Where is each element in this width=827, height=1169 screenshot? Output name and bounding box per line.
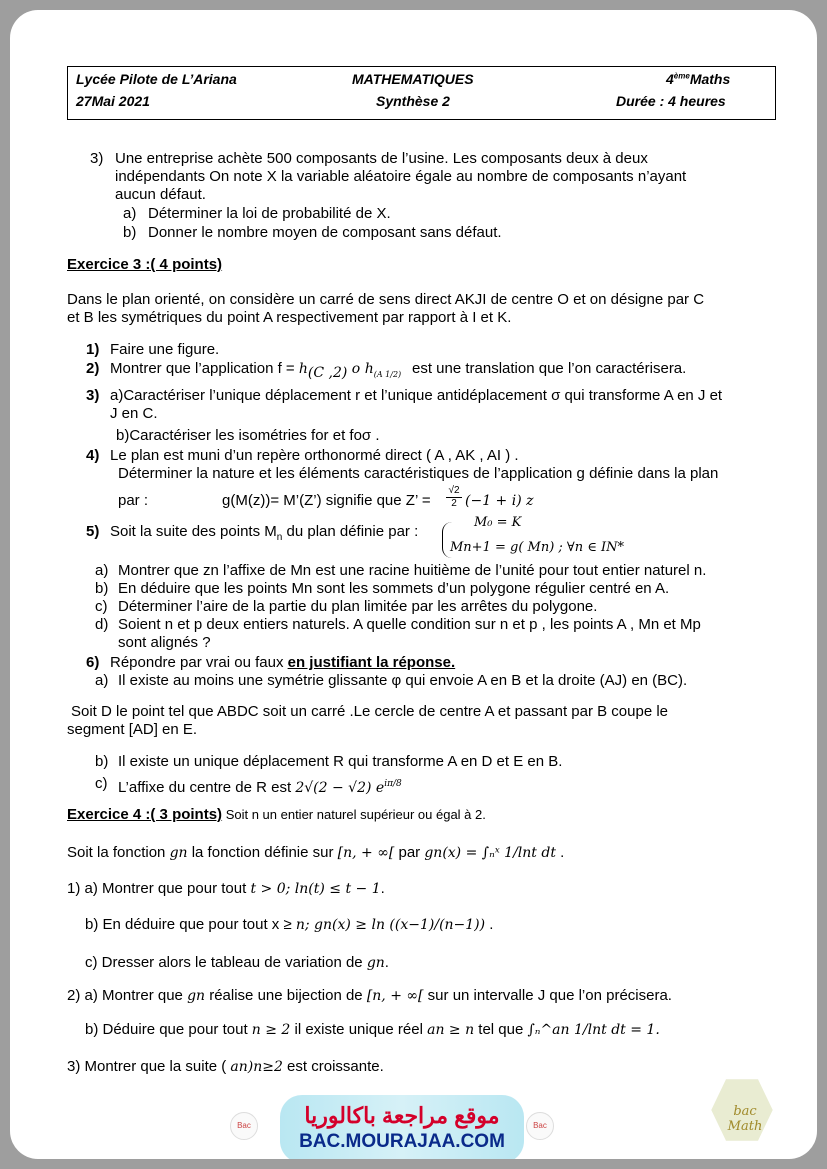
paragraph-line: b) Déduire que pour tout n ≥ 2 il existe unique réel an ≥ n tel que ∫ₙ^an 1/lnt dt = 1. — [85, 1021, 660, 1038]
item-label: c) — [95, 598, 108, 615]
item-label: b) — [123, 224, 137, 241]
level: 4èmeMaths — [666, 71, 731, 87]
q-number: 6) — [86, 654, 100, 671]
paragraph-line: 3) Montrer que la suite ( an)n≥2 est croissante. — [67, 1058, 384, 1075]
item-text: J en C. — [110, 405, 158, 422]
paragraph-line: Dans le plan orienté, on considère un carré de sens direct AKJI de centre O et on désigne par C — [67, 291, 705, 308]
fraction-denominator: 2 — [451, 498, 457, 509]
item-text: Déterminer la nature et les éléments caractéristiques de l’application g définie dans la plan — [118, 465, 719, 482]
site-badge-right: Bac — [526, 1112, 554, 1140]
item-label: d) — [95, 616, 109, 633]
exam-duration: Durée : 4 heures — [616, 93, 726, 109]
q-number: 3) — [90, 150, 104, 167]
paragraph-line: et B les symétriques du point A respectivement par rapport à I et K. — [67, 309, 512, 326]
paragraph-line: aucun défaut. — [115, 186, 206, 203]
item-label: a) — [123, 205, 137, 222]
math-expr: M₀ = K — [474, 515, 522, 530]
exam-page — [10, 10, 817, 1159]
subject: MATHEMATIQUES — [352, 71, 474, 87]
item-text: Donner le nombre moyen de composant sans défaut. — [148, 224, 502, 241]
item-text: Montrer que zn l’affixe de Mn est une racine huitième de l’unité pour tout entier naturel n. — [118, 562, 707, 579]
item-label: a) — [95, 562, 109, 579]
exam-type: Synthèse 2 — [376, 93, 450, 109]
q-number: 2) — [86, 360, 100, 377]
fraction-numerator: √2 — [448, 485, 460, 496]
q-number: 3) — [86, 387, 100, 404]
item-text: g(M(z))= M’(Z’) signifie que Z’ = — [222, 492, 431, 509]
exam-header — [67, 66, 776, 120]
paragraph-line: segment [AD] en E. — [67, 721, 198, 738]
item-text: par : — [118, 492, 149, 509]
item-text: Déterminer l’aire de la partie du plan limitée par les arrêtes du polygone. — [118, 598, 598, 615]
bac-math-logo-text: bac Math — [727, 1104, 763, 1134]
exercise-4-title: Exercice 4 :( 3 points) Soit n un entier naturel supérieur ou égal à 2. — [67, 806, 486, 823]
site-url: BAC.MOURAJAA.COM — [299, 1131, 505, 1152]
q-number: 1) — [86, 341, 100, 358]
item-text: L’affixe du centre de R est 2√(2 − √2) $e^{i\pi/8}$ — [118, 779, 402, 796]
site-badge-left: Bac — [230, 1112, 258, 1140]
item-label: c) — [95, 775, 108, 792]
item-label: a) — [95, 672, 109, 689]
item-text: Soit la suite des points $M_n$ du plan définie par : — [110, 523, 419, 543]
school-name: Lycée Pilote de L’Ariana — [76, 71, 237, 87]
paragraph-line: indépendants On note X la variable aléatoire égale au nombre de composants n’ayant — [115, 168, 687, 185]
item-text: sont alignés ? — [118, 634, 211, 651]
math-expr: Mn+1 = g( Mn) ; ∀n ∈ IN* — [450, 540, 625, 555]
item-text: Déterminer la loi de probabilité de X. — [148, 205, 391, 222]
paragraph-line: Soit la fonction gn la fonction définie sur [n, + ∞[ par gn(x) = ∫ₙˣ 1/lnt dt . — [67, 844, 565, 861]
exam-date: 27Mai 2021 — [76, 93, 150, 109]
item-text: Montrer que l’application $f = h_{(C ,2)}$ o $h_{(A 1/2)}$ — [110, 360, 402, 381]
exercise-3-title: Exercice 3 :( 4 points) — [67, 256, 223, 273]
paragraph-line: Soit D le point tel que ABDC soit un carré .Le cercle de centre A et passant par B coupe le — [71, 703, 669, 720]
item-text: Faire une figure. — [110, 341, 220, 358]
paragraph-line: 1) a) Montrer que pour tout t > 0; ln(t) ≤ t − 1. — [67, 880, 385, 897]
paragraph-line: Une entreprise achète 500 composants de l’usine. Les composants deux à deux — [115, 150, 648, 167]
item-label: b) — [95, 580, 109, 597]
item-text: Répondre par vrai ou faux en justifiant la réponse. — [110, 654, 456, 671]
math-expr: (−1 + i) z — [465, 493, 534, 509]
paragraph-line: 2) a) Montrer que gn réalise une bijection de [n, + ∞[ sur un intervalle J que l’on précisera. — [67, 987, 672, 1004]
item-text: a)Caractériser l’unique déplacement r et l’unique antidéplacement σ qui transforme A en J et — [110, 387, 723, 404]
item-text: Il existe un unique déplacement R qui transforme A en D et E en B. — [118, 753, 563, 770]
item-text: Il existe au moins une symétrie glissante φ qui envoie A en B et la droite (AJ) en (BC). — [118, 672, 688, 689]
q-number: 4) — [86, 447, 100, 464]
item-text: En déduire que les points Mn sont les sommets d’un polygone régulier centré en A. — [118, 580, 670, 597]
q-number: 5) — [86, 523, 100, 540]
paragraph-line: b) En déduire que pour tout x ≥ n; gn(x) ≥ ln ((x−1)/(n−1)) . — [85, 916, 494, 933]
item-text: Soient n et p deux entiers naturels. A quelle condition sur n et p , les points A , Mn et Mp — [118, 616, 701, 633]
item-text: est une translation que l’on caractérisera. — [412, 360, 687, 377]
item-text: Le plan est muni d’un repère orthonormé direct ( A , AK , AI ) . — [110, 447, 519, 464]
item-text: b)Caractériser les isométries for et foσ . — [116, 427, 380, 444]
paragraph-line: c) Dresser alors le tableau de variation de gn. — [85, 954, 389, 971]
item-label: b) — [95, 753, 109, 770]
site-name-arabic: موقع مراجعة باكالوريا — [304, 1103, 500, 1128]
site-logo-banner[interactable] — [280, 1095, 524, 1159]
